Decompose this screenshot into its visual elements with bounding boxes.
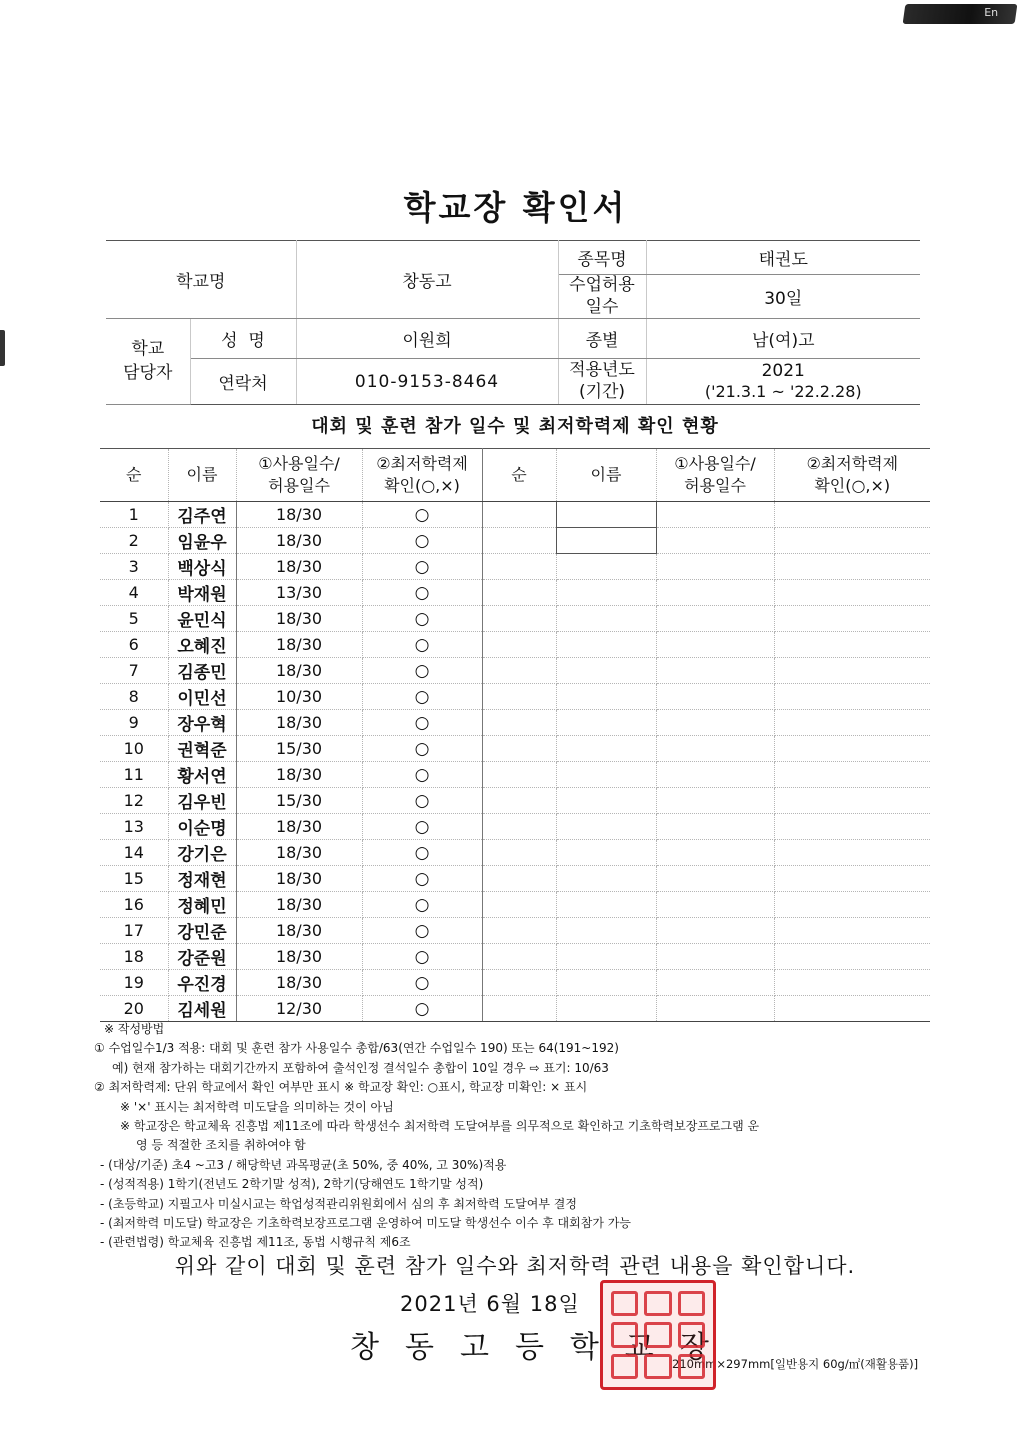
check-circle-mark: ○	[414, 608, 430, 629]
empty-cell	[774, 892, 930, 918]
row-days: 18/30	[236, 892, 362, 918]
note-line: 예) 현재 참가하는 대회기간까지 포함하여 출석인정 결석일수 총합이 10일 경우 ⇨ 표기: 10/63	[112, 1060, 609, 1075]
row-name: 강민준	[168, 918, 236, 944]
empty-cell	[482, 840, 556, 866]
header-check: ②최저학력제 확인(○,×)	[362, 449, 482, 502]
empty-cell	[556, 840, 656, 866]
row-name: 황서연	[168, 762, 236, 788]
section-title: 대회 및 훈련 참가 일수 및 최저학력제 확인 현황	[311, 416, 719, 437]
empty-cell	[774, 840, 930, 866]
roster-header-row	[100, 449, 930, 502]
table-row	[100, 814, 930, 840]
empty-cell	[774, 814, 930, 840]
roster-table	[100, 448, 930, 1022]
empty-cell	[556, 814, 656, 840]
empty-cell	[656, 528, 774, 554]
scan-edge-mark	[0, 330, 5, 366]
row-name: 이순명	[168, 814, 236, 840]
row-check	[362, 814, 482, 840]
scan-corner-mark	[903, 4, 1018, 24]
empty-cell	[774, 658, 930, 684]
row-days: 18/30	[236, 840, 362, 866]
header-no-2: 순	[482, 449, 556, 502]
row-no: 17	[100, 918, 168, 944]
header-no: 순	[100, 449, 168, 502]
table-row	[100, 554, 930, 580]
row-check	[362, 944, 482, 970]
row-no: 13	[100, 814, 168, 840]
row-days: 18/30	[236, 658, 362, 684]
empty-cell	[482, 892, 556, 918]
row-check	[362, 554, 482, 580]
header-name: 이름	[168, 449, 236, 502]
row-no: 8	[100, 684, 168, 710]
row-no: 15	[100, 866, 168, 892]
row-days: 18/30	[236, 944, 362, 970]
table-row	[100, 788, 930, 814]
empty-cell	[656, 762, 774, 788]
row-name: 김종민	[168, 658, 236, 684]
check-circle-mark: ○	[414, 998, 430, 1019]
row-no: 20	[100, 996, 168, 1022]
name-value: 이원희	[296, 319, 558, 359]
note-line: ※ '×' 표시는 최저학력 미도달을 의미하는 것이 아님	[120, 1099, 394, 1114]
empty-cell	[656, 840, 774, 866]
row-days: 18/30	[236, 970, 362, 996]
row-no: 11	[100, 762, 168, 788]
row-no: 16	[100, 892, 168, 918]
row-days: 18/30	[236, 606, 362, 632]
empty-cell	[656, 944, 774, 970]
empty-cell	[556, 528, 656, 554]
empty-cell	[556, 996, 656, 1022]
empty-cell	[656, 892, 774, 918]
row-days: 18/30	[236, 814, 362, 840]
empty-cell	[774, 528, 930, 554]
row-name: 백상식	[168, 554, 236, 580]
table-row	[100, 502, 930, 528]
header-days-2: ①사용일수/ 허용일수	[656, 449, 774, 502]
empty-cell	[482, 580, 556, 606]
note-line: ※ 학교장은 학교체육 진흥법 제11조에 따라 학생선수 최저학력 도달여부를 의무적으로 확인하고 기초학력보장프로그램 운	[120, 1119, 760, 1134]
empty-cell	[482, 996, 556, 1022]
empty-cell	[656, 710, 774, 736]
empty-cell	[482, 736, 556, 762]
check-circle-mark: ○	[414, 946, 430, 967]
row-days: 18/30	[236, 554, 362, 580]
name-label: 성 명	[190, 319, 296, 359]
note-line: - (관련법령) 학교체육 진흥법 제11조, 동법 시행규칙 제6조	[100, 1235, 411, 1250]
empty-cell	[774, 762, 930, 788]
empty-cell	[774, 606, 930, 632]
empty-cell	[556, 762, 656, 788]
table-row	[100, 970, 930, 996]
check-circle-mark: ○	[414, 530, 430, 551]
table-row	[100, 944, 930, 970]
gender-value: 남(여)고	[646, 319, 920, 359]
row-check	[362, 788, 482, 814]
check-circle-mark: ○	[414, 790, 430, 811]
check-circle-mark: ○	[414, 556, 430, 577]
row-no: 12	[100, 788, 168, 814]
paper-spec: 210mm×297mm[일반용지 60g/㎡(재활용품)]	[672, 1357, 919, 1371]
check-circle-mark: ○	[414, 582, 430, 603]
row-no: 18	[100, 944, 168, 970]
empty-cell	[482, 918, 556, 944]
header-check-2: ②최저학력제 확인(○,×)	[774, 449, 930, 502]
empty-cell	[774, 996, 930, 1022]
empty-cell	[774, 502, 930, 528]
empty-cell	[482, 658, 556, 684]
table-row	[100, 892, 930, 918]
check-circle-mark: ○	[414, 894, 430, 915]
table-row	[100, 840, 930, 866]
row-days: 15/30	[236, 788, 362, 814]
row-check	[362, 710, 482, 736]
empty-cell	[482, 970, 556, 996]
row-name: 우진경	[168, 970, 236, 996]
table-row	[100, 762, 930, 788]
empty-cell	[556, 632, 656, 658]
row-name: 김우빈	[168, 788, 236, 814]
table-row	[100, 996, 930, 1022]
empty-cell	[656, 814, 774, 840]
empty-cell	[774, 736, 930, 762]
corner-text: En	[984, 6, 999, 19]
row-days: 12/30	[236, 996, 362, 1022]
row-check	[362, 762, 482, 788]
row-no: 7	[100, 658, 168, 684]
confirm-statement: 위와 같이 대회 및 훈련 참가 일수와 최저학력 관련 내용을 확인합니다.	[174, 1254, 856, 1278]
empty-cell	[656, 658, 774, 684]
empty-cell	[556, 606, 656, 632]
empty-cell	[774, 970, 930, 996]
row-check	[362, 632, 482, 658]
row-no: 2	[100, 528, 168, 554]
table-row	[100, 580, 930, 606]
check-circle-mark: ○	[414, 634, 430, 655]
contact-label: 연락처	[190, 359, 296, 405]
row-check	[362, 840, 482, 866]
note-line: - (대상/기준) 초4 ~고3 / 해당학년 과목평균(초 50%, 중 40%, 고 30%)적용	[100, 1157, 507, 1172]
row-name: 강기은	[168, 840, 236, 866]
row-no: 5	[100, 606, 168, 632]
empty-cell	[556, 502, 656, 528]
check-circle-mark: ○	[414, 686, 430, 707]
row-no: 10	[100, 736, 168, 762]
row-check	[362, 892, 482, 918]
school-value: 창동고	[296, 241, 558, 319]
empty-cell	[774, 554, 930, 580]
row-name: 이민선	[168, 684, 236, 710]
row-name: 강준원	[168, 944, 236, 970]
check-circle-mark: ○	[414, 764, 430, 785]
check-circle-mark: ○	[414, 972, 430, 993]
row-check	[362, 658, 482, 684]
empty-cell	[482, 554, 556, 580]
table-row	[100, 684, 930, 710]
year-value: 2021	[761, 360, 805, 381]
empty-cell	[656, 996, 774, 1022]
empty-cell	[774, 944, 930, 970]
empty-cell	[482, 814, 556, 840]
table-row	[100, 918, 930, 944]
empty-cell	[556, 580, 656, 606]
writing-notes	[94, 1020, 944, 1253]
row-name: 윤민식	[168, 606, 236, 632]
school-label: 학교명	[106, 241, 296, 319]
check-circle-mark: ○	[414, 504, 430, 525]
row-days: 18/30	[236, 632, 362, 658]
row-check	[362, 580, 482, 606]
empty-cell	[556, 736, 656, 762]
row-no: 3	[100, 554, 168, 580]
empty-cell	[556, 788, 656, 814]
row-no: 4	[100, 580, 168, 606]
note-line: ② 최저학력제: 단위 학교에서 확인 여부만 표시 ※ 학교장 확인: ○표시, 학교장 미확인: × 표시	[94, 1080, 588, 1095]
row-name: 정재현	[168, 866, 236, 892]
table-row	[100, 632, 930, 658]
row-days: 18/30	[236, 710, 362, 736]
table-row	[100, 658, 930, 684]
empty-cell	[556, 684, 656, 710]
empty-cell	[482, 684, 556, 710]
year-cell	[646, 359, 920, 405]
empty-cell	[556, 892, 656, 918]
official-seal	[600, 1280, 716, 1390]
empty-cell	[774, 918, 930, 944]
row-no: 19	[100, 970, 168, 996]
empty-cell	[556, 658, 656, 684]
row-name: 오혜진	[168, 632, 236, 658]
row-check	[362, 866, 482, 892]
check-circle-mark: ○	[414, 816, 430, 837]
empty-cell	[482, 762, 556, 788]
table-row	[100, 606, 930, 632]
row-name: 권혁준	[168, 736, 236, 762]
empty-cell	[556, 944, 656, 970]
manager-label: 학교 담당자	[106, 319, 190, 405]
year-label: 적용년도 (기간)	[558, 359, 646, 405]
row-check	[362, 970, 482, 996]
row-name: 임윤우	[168, 528, 236, 554]
school-signature: 창동고등학교장	[350, 1330, 735, 1365]
empty-cell	[656, 866, 774, 892]
note-line: ※ 작성방법	[104, 1022, 165, 1036]
row-days: 13/30	[236, 580, 362, 606]
sport-value: 태권도	[646, 241, 920, 275]
empty-cell	[656, 580, 774, 606]
row-no: 1	[100, 502, 168, 528]
row-no: 14	[100, 840, 168, 866]
row-name: 정혜민	[168, 892, 236, 918]
table-row	[100, 866, 930, 892]
empty-cell	[482, 528, 556, 554]
row-days: 18/30	[236, 762, 362, 788]
note-line: - (최저학력 미도달) 학교장은 기초학력보장프로그램 운영하여 미도달 학생선수 이수 후 대회참가 가능	[100, 1216, 631, 1231]
table-row	[100, 528, 930, 554]
table-row	[100, 710, 930, 736]
row-name: 장우혁	[168, 710, 236, 736]
empty-cell	[482, 710, 556, 736]
empty-cell	[774, 788, 930, 814]
empty-cell	[656, 684, 774, 710]
empty-cell	[482, 944, 556, 970]
row-name: 김세원	[168, 996, 236, 1022]
row-days: 10/30	[236, 684, 362, 710]
empty-cell	[556, 918, 656, 944]
empty-cell	[656, 502, 774, 528]
row-name: 김주연	[168, 502, 236, 528]
row-check	[362, 502, 482, 528]
empty-cell	[482, 788, 556, 814]
empty-cell	[656, 918, 774, 944]
empty-cell	[556, 554, 656, 580]
info-table	[106, 240, 920, 405]
empty-cell	[556, 710, 656, 736]
row-days: 15/30	[236, 736, 362, 762]
check-circle-mark: ○	[414, 920, 430, 941]
row-days: 18/30	[236, 528, 362, 554]
days-label: 수업허용 일수	[558, 275, 646, 319]
check-circle-mark: ○	[414, 868, 430, 889]
row-check	[362, 528, 482, 554]
issue-date: 2021년 6월 18일	[400, 1292, 580, 1316]
row-check	[362, 918, 482, 944]
empty-cell	[656, 554, 774, 580]
empty-cell	[774, 632, 930, 658]
empty-cell	[656, 788, 774, 814]
document-title: 학교장 확인서	[403, 188, 628, 227]
table-row	[100, 736, 930, 762]
empty-cell	[774, 710, 930, 736]
sport-label: 종목명	[558, 241, 646, 275]
empty-cell	[482, 606, 556, 632]
row-check	[362, 736, 482, 762]
row-days: 18/30	[236, 502, 362, 528]
row-check	[362, 684, 482, 710]
row-check	[362, 996, 482, 1022]
empty-cell	[774, 684, 930, 710]
empty-cell	[556, 970, 656, 996]
row-check	[362, 606, 482, 632]
check-circle-mark: ○	[414, 738, 430, 759]
empty-cell	[482, 866, 556, 892]
header-days: ①사용일수/ 허용일수	[236, 449, 362, 502]
check-circle-mark: ○	[414, 660, 430, 681]
row-name: 박재원	[168, 580, 236, 606]
empty-cell	[656, 970, 774, 996]
empty-cell	[774, 580, 930, 606]
empty-cell	[656, 632, 774, 658]
note-line: 영 등 적절한 조치를 취하여야 함	[136, 1138, 306, 1153]
empty-cell	[774, 866, 930, 892]
gender-label: 종별	[558, 319, 646, 359]
note-line: - (성적적용) 1학기(전년도 2학기말 성적), 2학기(당해연도 1학기말 성적)	[100, 1177, 484, 1192]
row-days: 18/30	[236, 866, 362, 892]
row-no: 9	[100, 710, 168, 736]
empty-cell	[656, 606, 774, 632]
days-value: 30일	[646, 275, 920, 319]
period-value: ('21.3.1 ~ '22.2.28)	[704, 382, 862, 402]
empty-cell	[556, 866, 656, 892]
empty-cell	[656, 736, 774, 762]
header-name-2: 이름	[556, 449, 656, 502]
row-no: 6	[100, 632, 168, 658]
empty-cell	[482, 502, 556, 528]
empty-cell	[482, 632, 556, 658]
contact-value: 010-9153-8464	[296, 359, 558, 405]
row-days: 18/30	[236, 918, 362, 944]
note-line: ① 수업일수1/3 적용: 대회 및 훈련 참가 사용일수 총합/63(연간 수업일수 190) 또는 64(191~192)	[94, 1041, 619, 1056]
note-line: - (초등학교) 지필고사 미실시교는 학업성적관리위원회에서 심의 후 최저학력 도달여부 결정	[100, 1196, 577, 1211]
check-circle-mark: ○	[414, 712, 430, 733]
check-circle-mark: ○	[414, 842, 430, 863]
